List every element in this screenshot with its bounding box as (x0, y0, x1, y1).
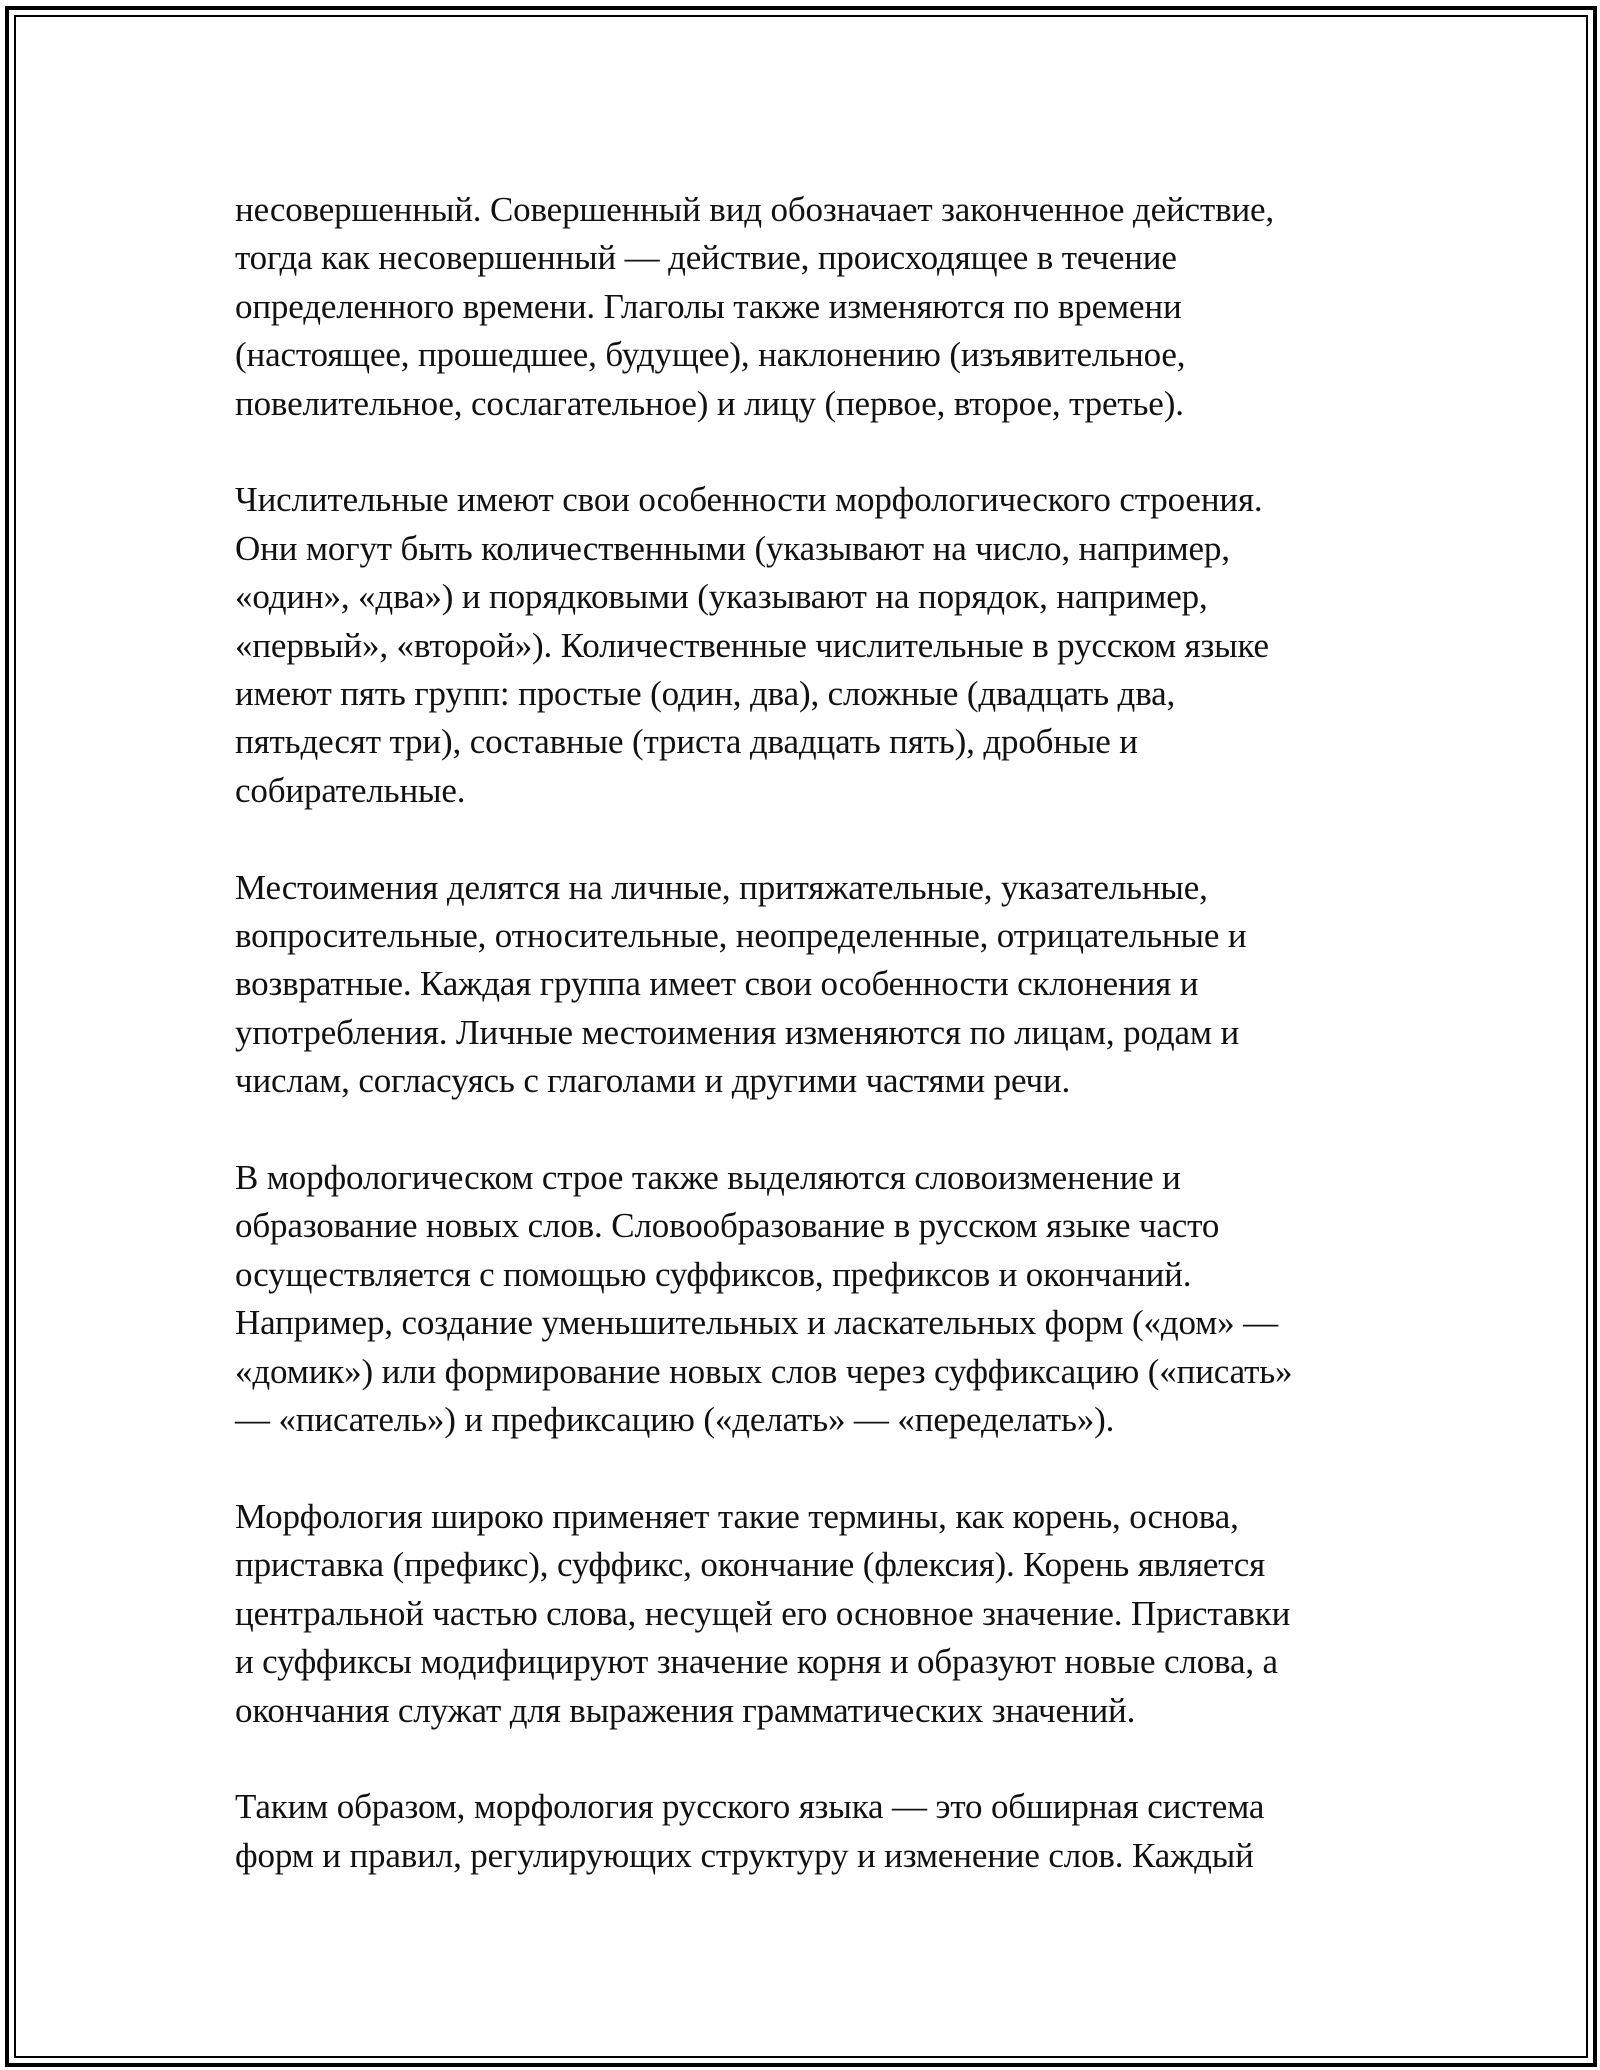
text-line: Морфология широко применяет такие термины, как корень, основа, (235, 1496, 1239, 1536)
text-line: «домик») или формирование новых слов через суффиксацию («писать» (235, 1351, 1293, 1391)
text-line: (настоящее, прошедшее, будущее), наклонению (изъявительное, (235, 335, 1186, 375)
text-line: вопросительные, относительные, неопределенные, отрицательные и (235, 916, 1247, 956)
text-line: приставка (префикс), суффикс, окончание (флексия). Корень является (235, 1545, 1266, 1585)
text-line: Числительные имеют свои особенности морфологического строения. (235, 480, 1263, 520)
text-line: осуществляется с помощью суффиксов, префиксов и окончаний. (235, 1254, 1192, 1294)
text-line: окончания служат для выражения грамматических значений. (235, 1690, 1136, 1730)
paragraph-numerals (235, 476, 1375, 815)
text-line: центральной частью слова, несущей его основное значение. Приставки (235, 1593, 1291, 1633)
text-line: Они могут быть количественными (указывают на число, например, (235, 528, 1230, 568)
text-line: определенного времени. Глаголы также изменяются по времени (235, 286, 1182, 326)
text-line: — «писатель») и префиксацию («делать» — «переделать»). (235, 1400, 1115, 1440)
text-line: числам, согласуясь с глаголами и другими частями речи. (235, 1061, 1071, 1101)
text-line: Таким образом, морфология русского языка — это обширная система (235, 1787, 1265, 1827)
paragraph-word-formation (235, 1154, 1375, 1444)
document-body (235, 186, 1375, 1929)
text-line: «первый», «второй»). Количественные числительные в русском языке (235, 625, 1269, 665)
text-line: собирательные. (235, 770, 466, 810)
text-line: форм и правил, регулирующих структуру и изменение слов. Каждый (235, 1835, 1254, 1875)
text-line: возвратные. Каждая группа имеет свои особенности склонения и (235, 964, 1199, 1004)
paragraph-verbs (235, 186, 1375, 428)
text-line: образование новых слов. Словообразование в русском языке часто (235, 1206, 1220, 1246)
text-line: имеют пять групп: простые (один, два), сложные (двадцать два, (235, 674, 1176, 714)
text-line: пятьдесят три), составные (триста двадцать пять), дробные и (235, 722, 1138, 762)
text-line: тогда как несовершенный — действие, происходящее в течение (235, 238, 1177, 278)
paragraph-pronouns (235, 864, 1375, 1106)
text-line: Местоимения делятся на личные, притяжательные, указательные, (235, 867, 1208, 907)
text-line: повелительное, сослагательное) и лицу (первое, второе, третье). (235, 383, 1184, 423)
text-line: употребления. Личные местоимения изменяются по лицам, родам и (235, 1012, 1240, 1052)
text-line: несовершенный. Совершенный вид обозначает законченное действие, (235, 190, 1275, 229)
text-line: «один», «два») и порядковыми (указывают на порядок, например, (235, 577, 1208, 617)
text-line: Например, создание уменьшительных и ласкательных форм («дом» — (235, 1303, 1278, 1343)
paragraph-terms (235, 1493, 1375, 1735)
paragraph-conclusion (235, 1783, 1375, 1880)
text-line: В морфологическом строе также выделяются словоизменение и (235, 1158, 1181, 1198)
text-line: и суффиксы модифицируют значение корня и образуют новые слова, а (235, 1642, 1278, 1682)
